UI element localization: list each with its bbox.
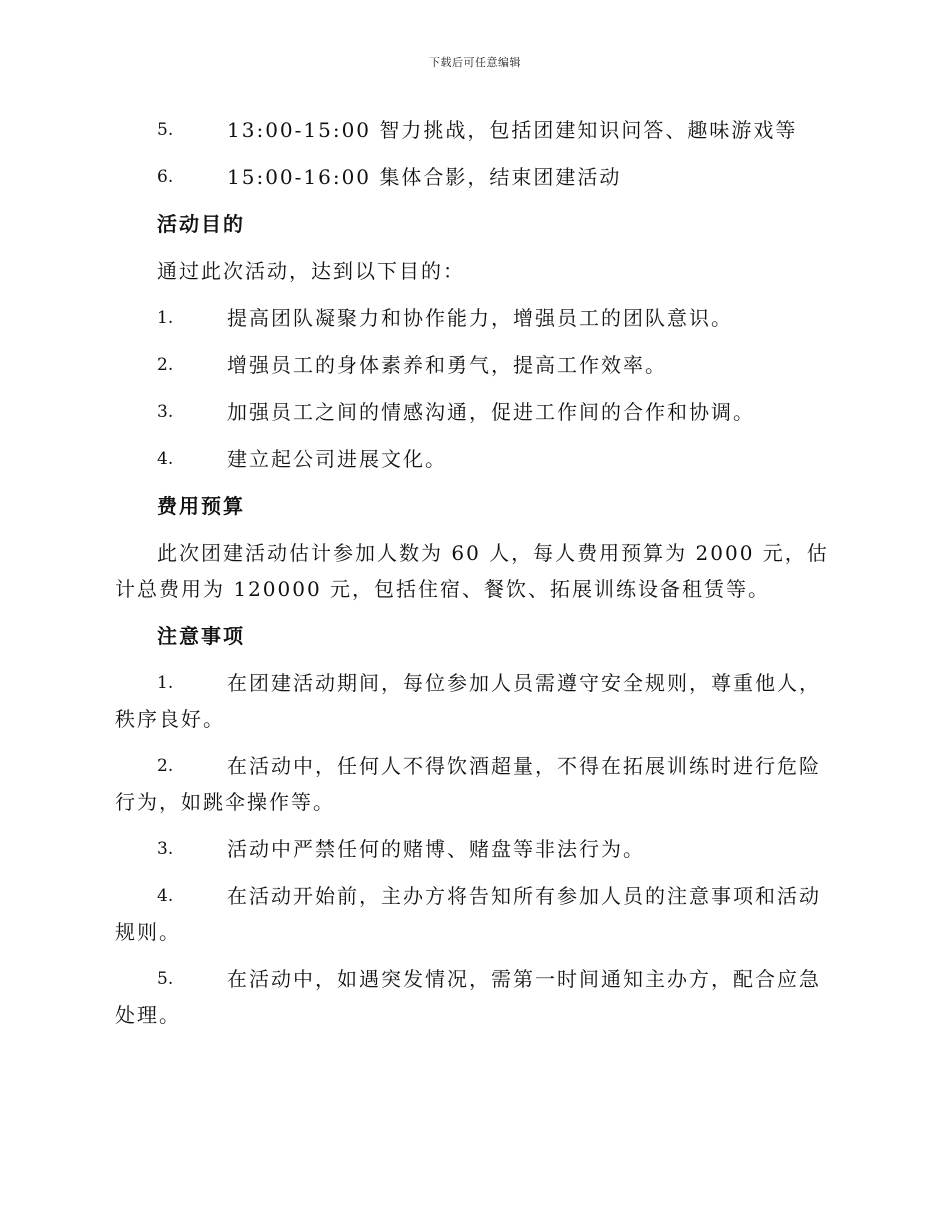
schedule-item [115, 159, 835, 195]
section-heading-budget: 费用预算 [157, 494, 245, 518]
item-text: 在活动中，如遇突发情况，需第一时间通知主办方，配合应急处理。 [115, 967, 821, 1027]
item-text: 在活动开始前，主办方将告知所有参加人员的注意事项和活动规则。 [115, 884, 821, 944]
item-text: 提高团队凝聚力和协作能力，增强员工的团队意识。 [227, 306, 733, 330]
purpose-item [115, 394, 835, 430]
notes-item [115, 961, 835, 1033]
purpose-item [115, 347, 835, 383]
purpose-item [115, 441, 835, 477]
item-number: 4. [157, 449, 174, 469]
item-number: 1. [157, 673, 174, 693]
item-text: 活动中严禁任何的赌博、赌盘等非法行为。 [227, 837, 645, 861]
schedule-item [115, 112, 835, 148]
purpose-intro: 通过此次活动，达到以下目的： [157, 259, 465, 283]
item-text: 15:00-16:00 集体合影，结束团建活动 [227, 165, 622, 189]
item-text: 13:00-15:00 智力挑战，包括团建知识问答、趣味游戏等 [227, 118, 798, 142]
item-text: 在活动中，任何人不得饮酒超量，不得在拓展训练时进行危险行为，如跳伞操作等。 [115, 754, 821, 814]
budget-paragraph: 此次团建活动估计参加人数为 60 人，每人费用预算为 2000 元，估计总费用为 120000 元，包括住宿、餐饮、拓展训练设备租赁等。 [115, 541, 829, 601]
page-header: 下载后可任意编辑 [429, 56, 521, 69]
section-heading-purpose: 活动目的 [157, 212, 245, 236]
section-heading-notes: 注意事项 [157, 624, 245, 648]
notes-item [115, 665, 835, 737]
item-text: 在团建活动期间，每位参加人员需遵守安全规则，尊重他人，秩序良好。 [115, 671, 821, 731]
item-number: 2. [157, 355, 174, 375]
item-number: 5. [157, 969, 174, 989]
notes-item [115, 831, 835, 867]
item-text: 加强员工之间的情感沟通，促进工作间的合作和协调。 [227, 400, 755, 424]
item-number: 6. [157, 167, 174, 187]
item-text: 增强员工的身体素养和勇气，提高工作效率。 [227, 353, 667, 377]
item-text: 建立起公司进展文化。 [227, 447, 447, 471]
item-number: 3. [157, 839, 174, 859]
item-number: 2. [157, 756, 174, 776]
purpose-item [115, 300, 835, 336]
notes-item [115, 748, 835, 820]
item-number: 1. [157, 308, 174, 328]
item-number: 5. [157, 120, 174, 140]
item-number: 4. [157, 886, 174, 906]
notes-item [115, 878, 835, 950]
item-number: 3. [157, 402, 174, 422]
document-body [115, 112, 835, 1033]
